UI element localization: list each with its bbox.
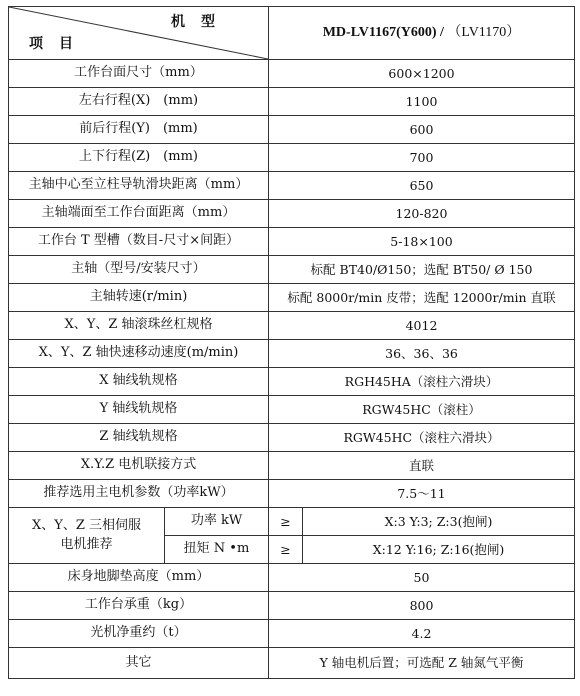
header-corner-cell [9, 7, 269, 60]
spec-label: X、Y、Z 轴快速移动速度(m/min) [9, 340, 269, 368]
spec-row [9, 60, 575, 88]
spec-value: 标配 BT40/Ø150；选配 BT50/ Ø 150 [269, 256, 575, 284]
header-model-label: 机 型 [171, 14, 216, 30]
spec-row [9, 228, 575, 256]
spec-label: 左右行程(X) (mm) [9, 88, 269, 116]
header-item-label: 项 目 [29, 35, 74, 52]
model-separator: / [436, 25, 448, 41]
spec-value: 120-820 [269, 200, 575, 228]
spec-label: X、Y、Z 轴滚珠丝杠规格 [9, 312, 269, 340]
header-model-cell [269, 7, 575, 60]
spec-label: Y 轴线轨规格 [9, 396, 269, 424]
servo-row-power [9, 508, 575, 536]
spec-row [9, 620, 575, 648]
spec-value: 700 [269, 144, 575, 172]
spec-value: 直联 [269, 452, 575, 480]
servo-torque-symbol: ≥ [269, 536, 303, 564]
spec-label: X 轴线轨规格 [9, 368, 269, 396]
spec-label: 推荐选用主电机参数（功率kW） [9, 480, 269, 508]
spec-row [9, 480, 575, 508]
spec-value: 7.5～11 [269, 480, 575, 508]
servo-group-line1: X、Y、Z 三相伺服 [31, 517, 141, 533]
servo-power-value: X:3 Y:3; Z:3(抱闸) [303, 508, 575, 536]
servo-group-label [9, 508, 165, 564]
spec-value: RGH45HA（滚柱六滑块） [269, 368, 575, 396]
spec-label: 前后行程(Y) (mm) [9, 116, 269, 144]
spec-row [9, 592, 575, 620]
spec-value: 800 [269, 592, 575, 620]
spec-label: 主轴转速(r/min) [9, 284, 269, 312]
servo-torque-value: X:12 Y:16; Z:16(抱闸) [303, 536, 575, 564]
spec-value: 650 [269, 172, 575, 200]
spec-row [9, 144, 575, 172]
spec-row [9, 368, 575, 396]
spec-value: Y 轴电机后置；可选配 Z 轴氮气平衡 [269, 648, 575, 679]
spec-row [9, 88, 575, 116]
header-row [9, 7, 575, 60]
spec-row [9, 116, 575, 144]
spec-label: X.Y.Z 电机联接方式 [9, 452, 269, 480]
spec-row [9, 284, 575, 312]
spec-value: RGW45HC（滚柱六滑块） [269, 424, 575, 452]
spec-label: 主轴（型号/安装尺寸） [9, 256, 269, 284]
spec-table-body [9, 7, 575, 679]
model-main: MD-LV1167(Y600) [322, 25, 437, 41]
servo-group-line2: 电机推荐 [60, 536, 113, 552]
spec-row [9, 396, 575, 424]
spec-label: 主轴端面至工作台面距离（mm） [9, 200, 269, 228]
spec-row [9, 452, 575, 480]
spec-value: 5-18×100 [269, 228, 575, 256]
spec-label: 工作台 T 型槽（数目-尺寸×间距） [9, 228, 269, 256]
spec-label: Z 轴线轨规格 [9, 424, 269, 452]
spec-value: 600×1200 [269, 60, 575, 88]
model-alt: （LV1170） [447, 25, 521, 41]
spec-row [9, 424, 575, 452]
spec-value: 4012 [269, 312, 575, 340]
spec-row [9, 340, 575, 368]
spec-value: RGW45HC（滚柱） [269, 396, 575, 424]
spec-value: 36、36、36 [269, 340, 575, 368]
spec-value: 标配 8000r/min 皮带；选配 12000r/min 直联 [269, 284, 575, 312]
spec-label: 光机净重约（t） [9, 620, 269, 648]
spec-row [9, 256, 575, 284]
spec-label: 床身地脚垫高度（mm） [9, 564, 269, 592]
spec-table [8, 6, 575, 679]
servo-torque-label: 扭矩 N •m [165, 536, 269, 564]
spec-label: 其它 [9, 648, 269, 679]
spec-value: 4.2 [269, 620, 575, 648]
spec-row [9, 172, 575, 200]
spec-value: 1100 [269, 88, 575, 116]
spec-label: 上下行程(Z) (mm) [9, 144, 269, 172]
spec-row [9, 312, 575, 340]
spec-label: 主轴中心至立柱导轨滑块距离（mm） [9, 172, 269, 200]
servo-power-label: 功率 kW [165, 508, 269, 536]
spec-value: 600 [269, 116, 575, 144]
spec-row [9, 564, 575, 592]
servo-power-symbol: ≥ [269, 508, 303, 536]
spec-label: 工作台面尺寸（mm） [9, 60, 269, 88]
spec-label: 工作台承重（kg） [9, 592, 269, 620]
spec-row [9, 648, 575, 679]
spec-row [9, 200, 575, 228]
spec-value: 50 [269, 564, 575, 592]
